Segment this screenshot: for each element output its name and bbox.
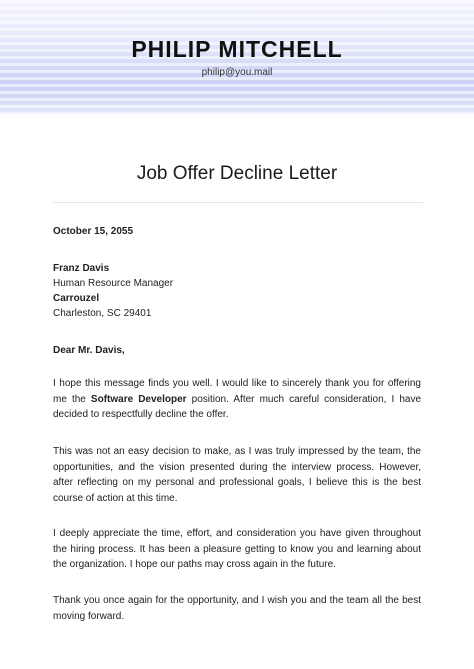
recipient-address: Charleston, SC 29401 [53,308,152,319]
recipient-name: Franz Davis [53,263,110,274]
sender-name: PHILIP MITCHELL [131,36,343,62]
paragraph-1-text-a: I hope this message finds you well. I would like to sincerely thank you for offering me the [53,378,421,405]
paragraph-1 [53,376,421,423]
paragraph-3: I deeply appreciate the time, effort, and consideration you have given throughout the hiring process. It has been a pleasure getting to know you and learning about the organization. I hope our paths may cross again in the future. [53,528,421,570]
job-position: Software Developer [90,393,187,405]
paragraph-1-text-b: position. After much careful consideration, I have decided to respectfully decline the offer. [53,393,421,420]
title-divider [53,202,423,203]
recipient-position: Human Resource Manager [53,278,174,289]
paragraph-4: Thank you once again for the opportunity, and I wish you and the team all the best moving forward. [53,595,421,622]
letter-date: October 15, 2055 [53,226,134,237]
letterhead [0,0,474,114]
sender-email: philip@you.mail [201,67,273,78]
letter-title: Job Offer Decline Letter [136,163,338,184]
recipient-company: Carrouzel [53,293,100,304]
salutation: Dear Mr. Davis, [53,345,125,356]
paragraph-2: This was not an easy decision to make, as I was truly impressed by the team, the opportunities, and the vision presented during the interview process. However, after reflecting on my personal and professional goals, I believe this is the best course of action at this time. [53,446,421,504]
